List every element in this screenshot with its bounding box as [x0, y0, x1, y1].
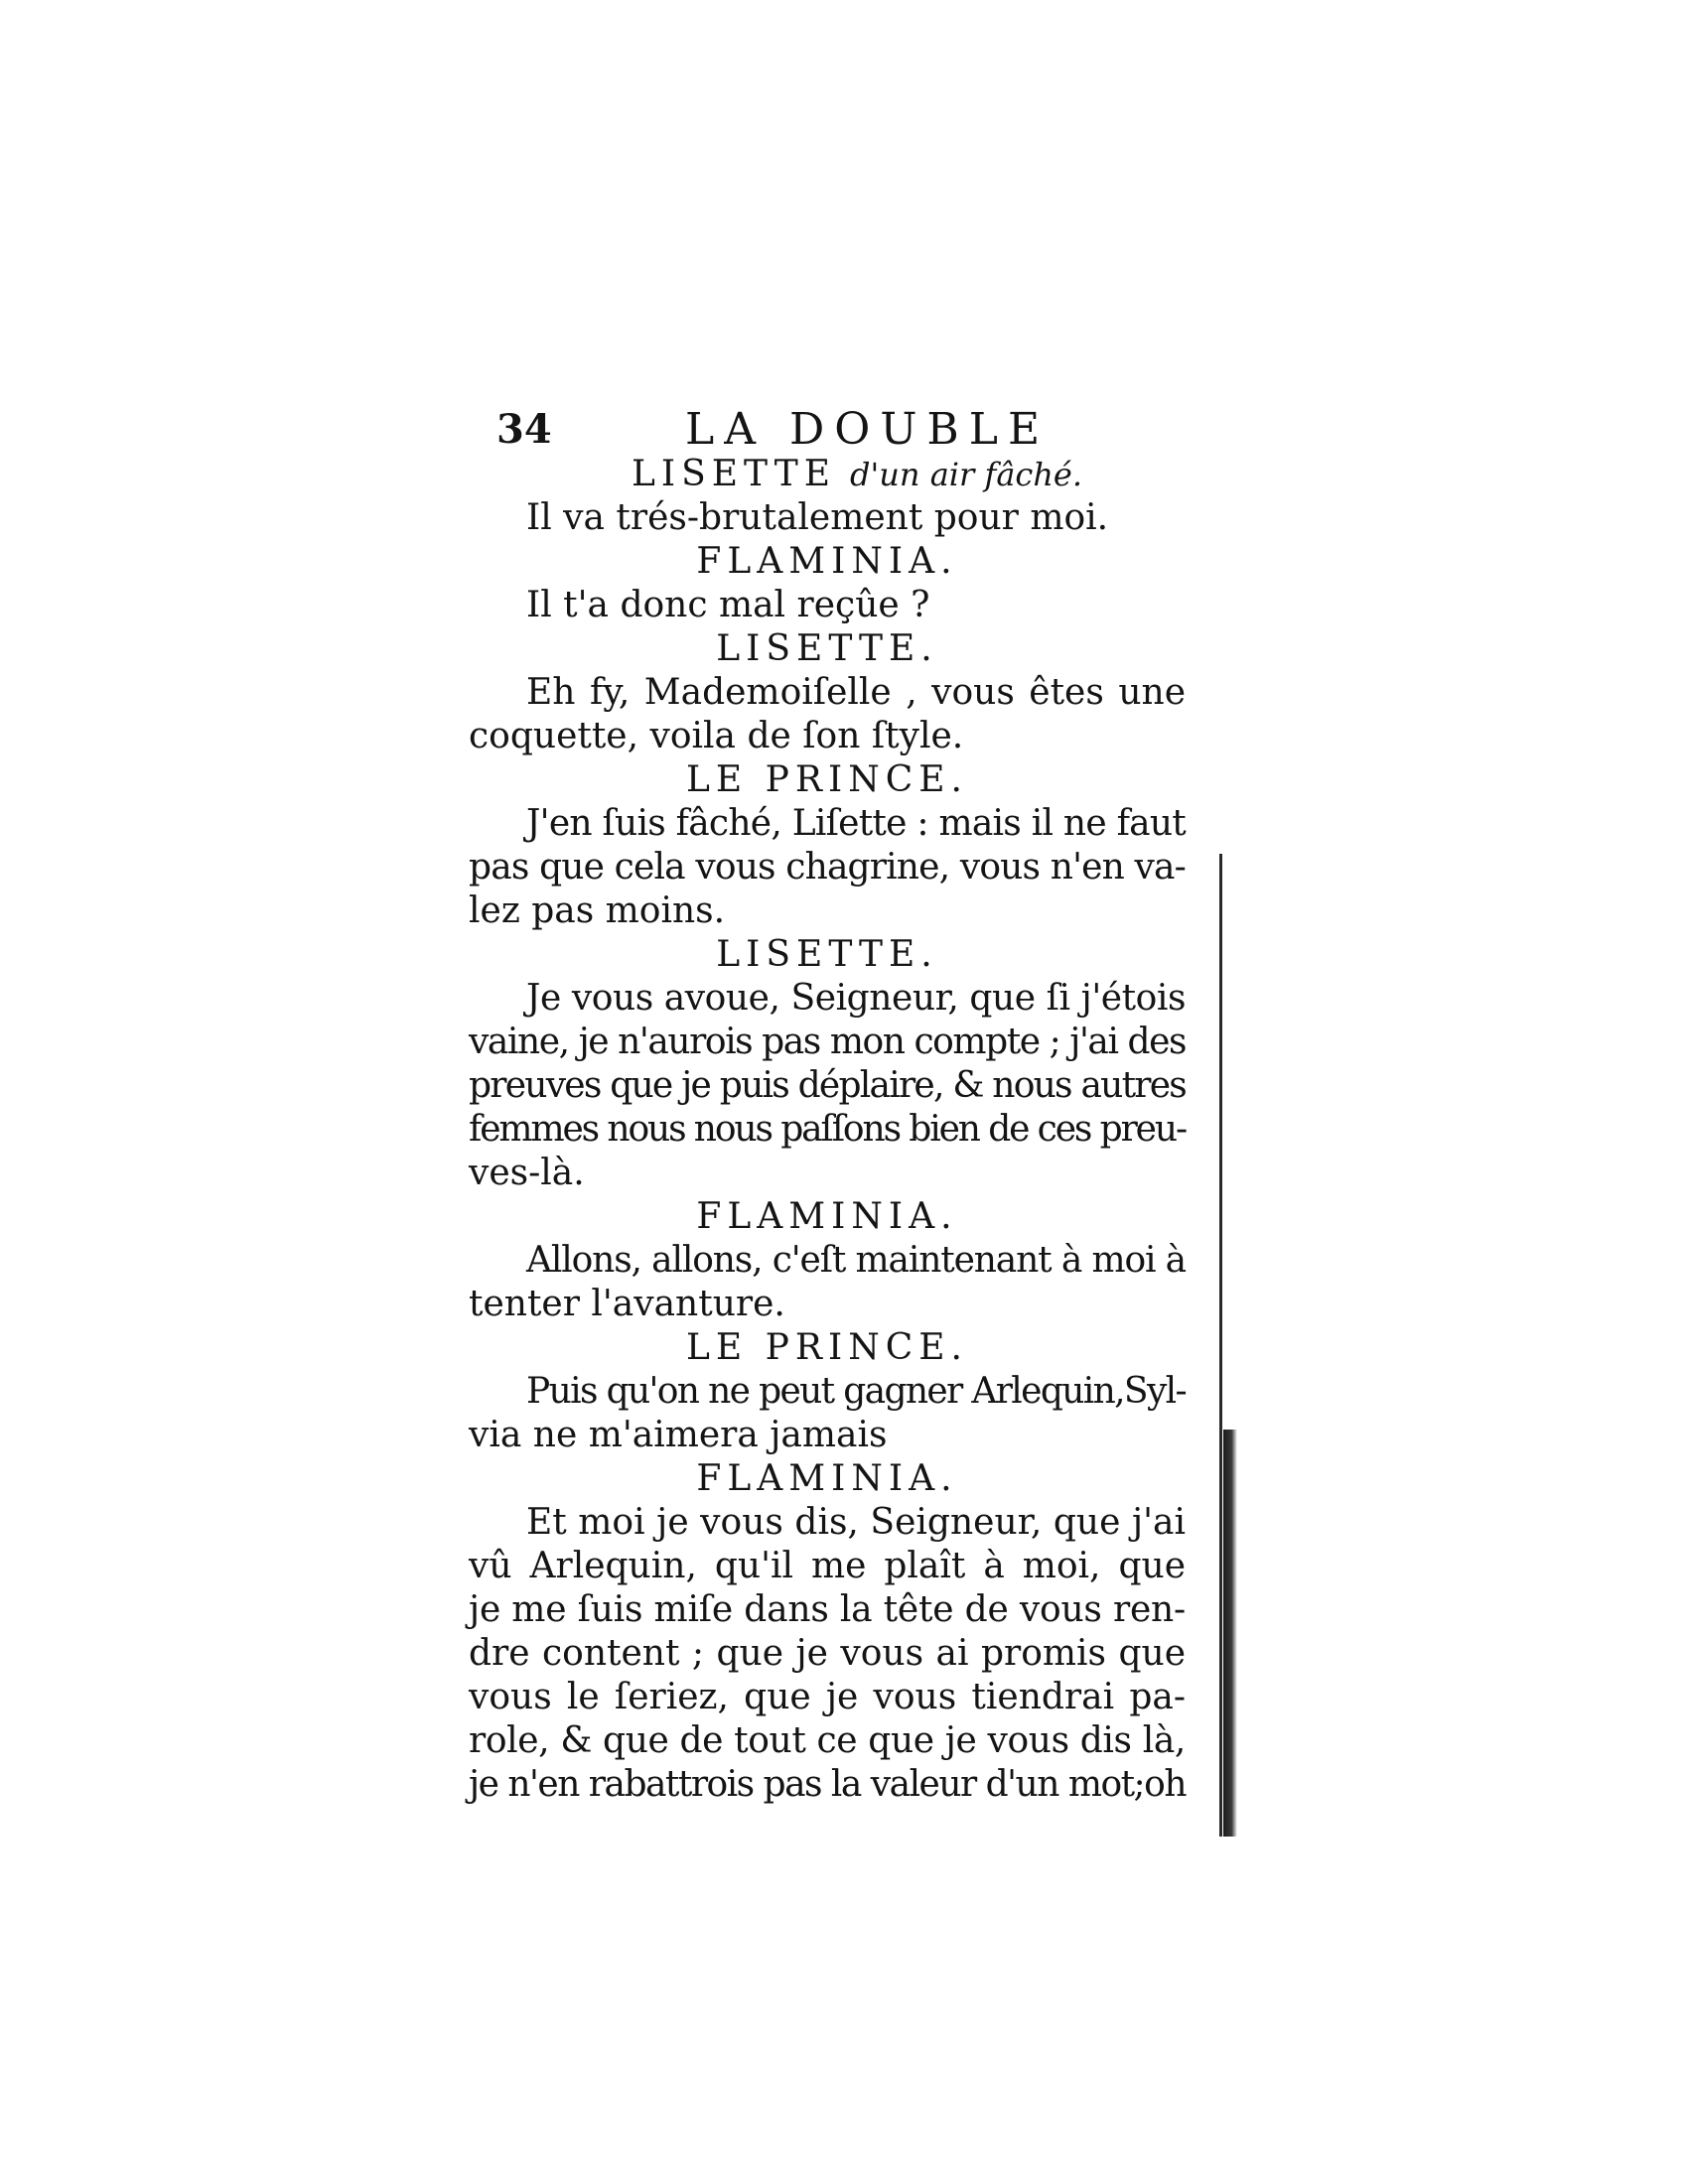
text-line: [469, 1152, 1186, 1195]
text-line: [469, 802, 1186, 846]
running-title: LA DOUBLE: [685, 404, 1051, 455]
speaker-heading: [469, 540, 1186, 584]
text-line-content: dre content ; que je vous ai promis que: [469, 1633, 1186, 1674]
speaker-heading: [469, 1457, 1186, 1501]
text-line: [469, 1632, 1186, 1676]
text-line-content: vû Arlequin, qu'il me plaît à moi, que: [469, 1546, 1186, 1586]
speaker-heading: [469, 933, 1186, 977]
text-line-content: lez pas moins.: [469, 890, 726, 931]
speaker-heading: [469, 758, 1186, 802]
text-line: [469, 1501, 1186, 1545]
text-line: [469, 496, 1186, 540]
text-line-content: Eh fy, Mademoiſelle , vous êtes une: [526, 672, 1186, 713]
speaker-heading: [469, 1326, 1186, 1370]
speaker-name: LISETTE.: [716, 628, 938, 669]
text-line-content: pas que cela vous chagrine, vous n'en va-: [469, 847, 1186, 887]
text-line-content: Je vous avoue, Seigneur, que ſi j'étois: [526, 978, 1186, 1019]
text-line: [469, 1545, 1186, 1588]
text-line-content: femmes nous nous paſſons bien de ces preu-: [469, 1109, 1187, 1150]
stage-direction: d'un air fâché.: [850, 456, 1083, 493]
speaker-name: LE PRINCE.: [686, 759, 968, 800]
text-line-content: Il va trés-brutalement pour moi.: [526, 497, 1109, 538]
speaker-heading: [469, 1195, 1186, 1239]
text-line-content: je me ſuis miſe dans la tête de vous ren-: [469, 1589, 1186, 1630]
text-line-content: Et moi je vous dis, Seigneur, que j'ai: [526, 1502, 1186, 1543]
text-line-content: vous le ſeriez, que je vous tiendrai pa-: [469, 1677, 1186, 1717]
text-line-content: coquette, voila de ſon ſtyle.: [469, 716, 964, 756]
text-line: [469, 1283, 1186, 1326]
text-line: [469, 1021, 1186, 1064]
text-line: [469, 671, 1186, 715]
text-line: [469, 1370, 1186, 1414]
speaker-name: FLAMINIA.: [696, 1196, 958, 1237]
text-line-content: role, & que de tout ce que je vous dis là,: [469, 1720, 1186, 1761]
text-line: [469, 715, 1186, 758]
text-line: [469, 889, 1186, 933]
speaker-name: FLAMINIA.: [696, 1458, 958, 1499]
text-line-content: Puis qu'on ne peut gagner Arlequin,Syl-: [526, 1371, 1186, 1412]
page-edge-shadow: [1219, 854, 1241, 1837]
text-line: [469, 977, 1186, 1021]
speaker-name: LISETTE: [631, 454, 837, 494]
text-line-content: Il t'a donc mal reçûe ?: [526, 585, 930, 625]
text-line: [469, 1676, 1186, 1719]
speaker-name: LISETTE.: [716, 934, 938, 975]
text-line-content: vaine, je n'aurois pas mon compte ; j'ai des: [469, 1022, 1186, 1062]
speaker-name: LE PRINCE.: [686, 1327, 968, 1368]
text-line: [469, 1588, 1186, 1632]
text-line-content: preuves que je puis déplaire, & nous autres: [469, 1065, 1186, 1106]
page-edge-dark: [1223, 1430, 1237, 1837]
text-line-content: via ne m'aimera jamais: [469, 1415, 888, 1455]
play-text: [469, 453, 1186, 1807]
page-edge-line: [1219, 854, 1222, 1837]
text-line-content: J'en ſuis fâché, Liſette : mais il ne faut: [526, 803, 1186, 844]
speaker-heading: [469, 453, 1186, 496]
page-number: 34: [496, 406, 552, 453]
text-line: [469, 584, 1186, 627]
text-line: [469, 1239, 1186, 1283]
text-line: [469, 1108, 1186, 1152]
text-line-content: Allons, allons, c'eſt maintenant à moi à: [526, 1240, 1186, 1281]
text-line: [469, 846, 1186, 889]
text-line: [469, 1064, 1186, 1108]
text-line: [469, 1414, 1186, 1457]
speaker-heading: [469, 627, 1186, 671]
text-line: [469, 1719, 1186, 1763]
text-line: [469, 1763, 1186, 1807]
text-line-content: ves-là.: [469, 1153, 585, 1193]
text-line-content: tenter l'avanture.: [469, 1284, 785, 1324]
speaker-name: FLAMINIA.: [696, 541, 958, 582]
page-header: [496, 402, 1251, 458]
text-line-content: je n'en rabattrois pas la valeur d'un mot;oh: [469, 1764, 1186, 1805]
